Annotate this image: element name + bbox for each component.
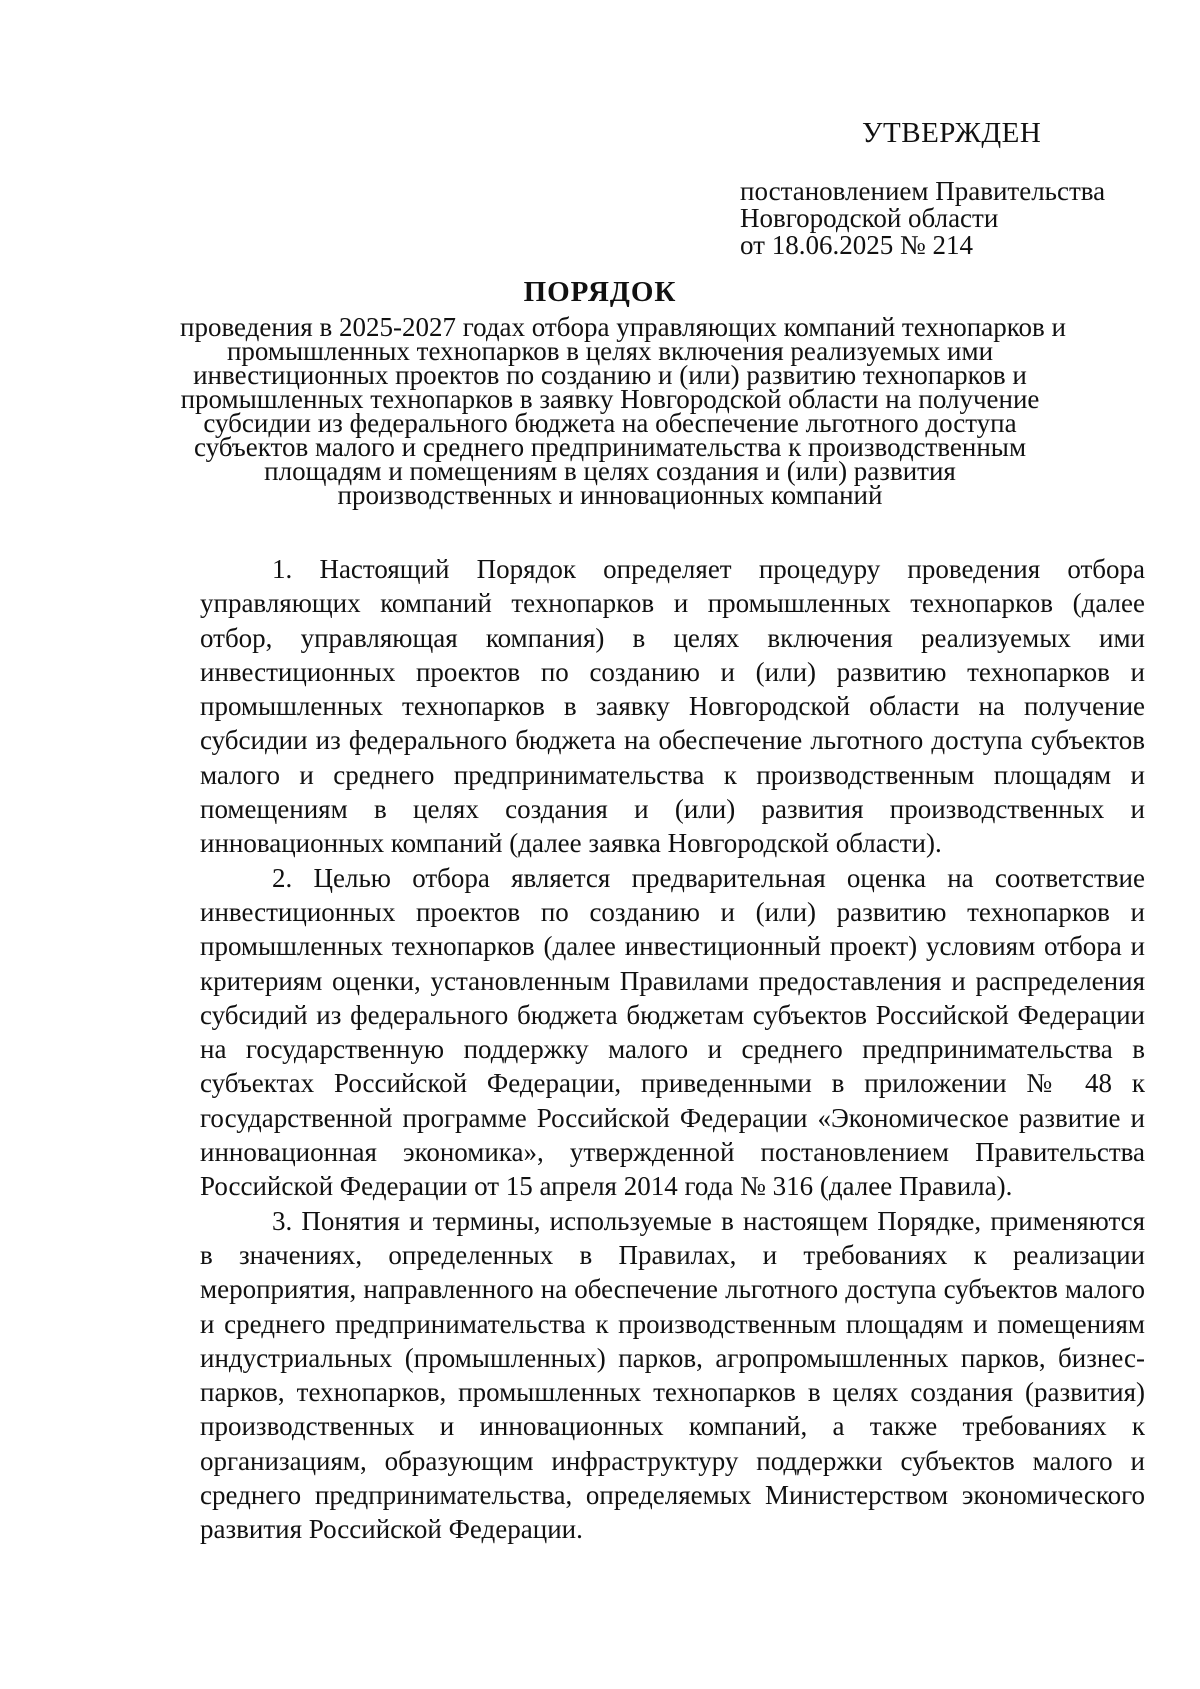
- approval-line-decree: постановлением Правительства: [740, 176, 1106, 206]
- paragraph-1: 1. Настоящий Порядок определяет процедуру проведения отбора управляющих компаний технопарков и промышленных технопарков (далее отбор, управляющая компания) в целях включения реализуемых ими инвестиционных проектов по созданию и (или) развитию технопарков и промышленных технопарков в заявку Новгородской области на получение субсидии из федерального бюджета на обеспечение льготного доступа субъектов малого и среднего предпринимательства к производственным площадям и помещениям в целях создания и (или) развития производственных и инновационных компаний (далее заявка Новгородской области).: [200, 554, 1145, 859]
- approval-lines: [740, 178, 1180, 259]
- subtitle-line: проведения в 2025-2027 годах отбора управляющих компаний технопарков и: [180, 312, 1066, 342]
- subtitle-line: промышленных технопарков в заявку Новгородской области на получение: [180, 384, 1040, 414]
- document-body: [200, 552, 1145, 1547]
- subtitle-line: субсидии из федерального бюджета на обеспечение льготного доступа: [203, 408, 1017, 438]
- subtitle-line: производственных и инновационных компаний: [337, 480, 883, 510]
- subtitle-line: площадям и помещениям в целях создания и (или) развития: [264, 456, 956, 486]
- approval-stamp-block: [740, 112, 1180, 259]
- approval-heading: УТВЕРЖДЕН: [862, 117, 1042, 149]
- document-title: ПОРЯДОК: [523, 276, 677, 308]
- subtitle-line: субъектов малого и среднего предпринимательства к производственным: [193, 432, 1027, 462]
- paragraph-3: 3. Понятия и термины, используемые в настоящем Порядке, применяются в значениях, определенных в Правилах, и требованиях к реализации мероприятия, направленного на обеспечение льготного доступа субъектов малого и среднего предпринимательства к производственным площадям и помещениям индустриальных (промышленных) парков, агропромышленных парков, бизнес-парков, технопарков, промышленных технопарков в целях создания (развития) производственных и инновационных компаний, а также требованиях к организациям, образующим инфраструктуру поддержки субъектов малого и среднего предпринимательства, определяемых Министерством экономического развития Российской Федерации.: [200, 1205, 1145, 1545]
- document-subtitle: [180, 312, 1066, 510]
- subtitle-line: промышленных технопарков в целях включения реализуемых ими: [226, 336, 994, 366]
- paragraph-2: 2. Целью отбора является предварительная оценка на соответствие инвестиционных проектов по созданию и (или) развитию технопарков и промышленных технопарков (далее инвестиционный проект) условиям отбора и критериям оценки, установленным Правилами предоставления и распределения субсидий из федерального бюджета бюджетам субъектов Российской Федерации на государственную поддержку малого и среднего предпринимательства в субъектах Российской Федерации, приведенными в приложении № 48 к государственной программе Российской Федерации «Экономическое развитие и инновационная экономика», утвержденной постановлением Правительства Российской Федерации от 15 апреля 2014 года № 316 (далее Правила).: [200, 862, 1145, 1202]
- approval-line-region: Новгородской области: [740, 203, 999, 233]
- approval-line-date-number: от 18.06.2025 № 214: [740, 230, 973, 260]
- subtitle-line: инвестиционных проектов по созданию и (или) развитию технопарков и: [193, 360, 1027, 390]
